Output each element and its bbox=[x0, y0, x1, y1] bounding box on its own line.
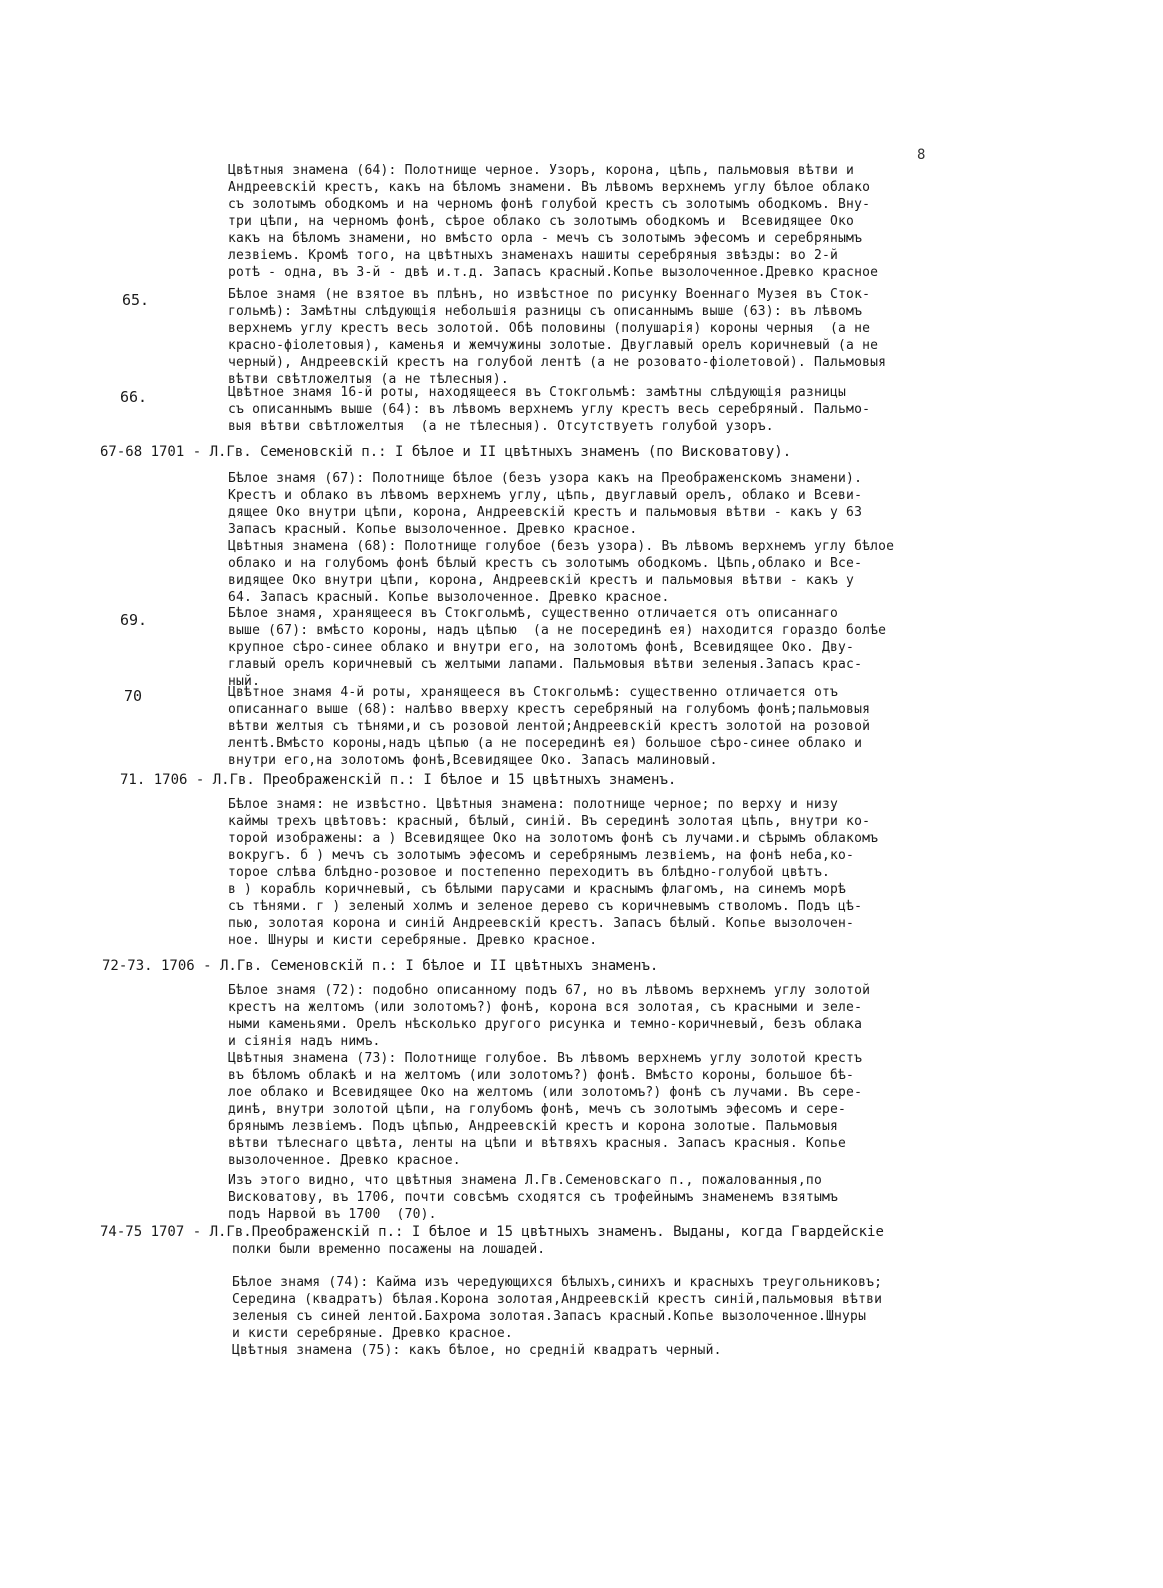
text-line: Цвѣтныя знамена (64): Полотнище черное. Узоръ, корона, цѣпь, пальмовыя вѣтви и bbox=[228, 163, 855, 178]
text-line: ротѣ - одна, въ 3-й - двѣ и.т.д. Запасъ красный.Копье вызолоченное.Древко красное bbox=[228, 265, 879, 280]
text-line: лезвіемъ. Кромѣ того, на цвѣтныхъ знаменахъ нашиты серебряныя звѣзды: во 2-й bbox=[228, 248, 839, 263]
text-line: Цвѣтное знамя 4-й роты, хранящееся въ Стокгольмѣ: существенно отличается отъ bbox=[228, 685, 839, 700]
text-line: вѣтви свѣтложелтыя (а не тѣлесныя). bbox=[228, 372, 509, 387]
text-line: съ золотымъ ободкомъ и на черномъ фонѣ голубой крестъ съ золотымъ ободкомъ. Вну- bbox=[228, 197, 871, 212]
text-line: Бѣлое знамя: не извѣстно. Цвѣтныя знамена: полотнище черное; по верху и низу bbox=[228, 797, 839, 812]
entry-70 bbox=[228, 684, 1008, 769]
text-line: лентѣ.Вмѣсто короны,надъ цѣпью (а не посерединѣ ея) большое сѣро-синее облако и bbox=[228, 736, 863, 751]
text-line: ными каменьями. Орелъ нѣсколько другого рисунка и темно-коричневый, безъ облака bbox=[228, 1017, 863, 1032]
text-line: лое облако и Всевидящее Око на желтомъ (или золотомъ?) фонѣ съ лучами. Въ сере- bbox=[228, 1085, 863, 1100]
text-line: вѣтви тѣлеснаго цвѣта, ленты на цѣпи и вѣтвяхъ красныя. Запасъ красныя. Копье bbox=[228, 1136, 847, 1151]
text-line: съ тѣнями. г ) зеленый холмъ и зеленое дерево съ коричневымъ стволомъ. Подъ цѣ- bbox=[228, 899, 863, 914]
text-line: Бѣлое знамя, хранящееся въ Стокгольмѣ, существенно отличается отъ описаннаго bbox=[228, 606, 839, 621]
text-line: крестъ на желтомъ (или золотомъ?) фонѣ, корона вся золотая, съ красными и зеле- bbox=[228, 1000, 863, 1015]
entry-number-69: 69. bbox=[120, 611, 148, 629]
text-line: въ бѣломъ облакѣ и на желтомъ (или золотомъ?) фонѣ. Вмѣсто короны, большое бѣ- bbox=[228, 1068, 855, 1083]
text-line: Бѣлое знамя (72): подобно описанному подъ 67, но въ лѣвомъ верхнемъ углу золотой bbox=[228, 983, 871, 998]
text-line: и сіянія надъ нимъ. bbox=[228, 1034, 381, 1049]
entry-67-68 bbox=[228, 470, 1008, 606]
text-line: дящее Око внутри цѣпи, корона, Андреевскій крестъ и пальмовыя вѣтви - какъ у 63 bbox=[228, 505, 863, 520]
text-line: подъ Нарвой въ 1700 (70). bbox=[228, 1207, 437, 1222]
text-line: черный), Андреевскій крестъ на голубой лентѣ (а не розовато-фіолетовой). Пальмовыя bbox=[228, 355, 887, 370]
text-line: Запасъ красный. Копье вызолоченное. Древко красное. bbox=[228, 522, 638, 537]
text-line: гольмѣ): Замѣтны слѣдующія небольшія разницы съ описаннымъ выше (63): въ лѣвомъ bbox=[228, 304, 863, 319]
text-line: вокругъ. б ) мечъ съ золотымъ эфесомъ и серебрянымъ лезвіемъ, на фонѣ неба,ко- bbox=[228, 848, 855, 863]
entry-number-70: 70 bbox=[124, 687, 143, 705]
text-line: внутри его,на золотомъ фонѣ,Всевидящее Око. Запасъ малиновый. bbox=[228, 753, 718, 768]
text-line: вѣтви желтыя съ тѣнями,и съ розовой лентой;Андреевскій крестъ золотой на розовой bbox=[228, 719, 871, 734]
section-header-71: 71. 1706 - Л.Гв. Преображенскій п.: I бѣлое и 15 цвѣтныхъ знаменъ. bbox=[120, 772, 677, 788]
text-line: каймы трехъ цвѣтовъ: красный, бѣлый, синій. Въ серединѣ золотая цѣпь, внутри ко- bbox=[228, 814, 871, 829]
entry-65 bbox=[228, 286, 1008, 388]
text-line: 64. Запасъ красный. Копье вызолоченное. Древко красное. bbox=[228, 590, 670, 605]
text-line: пью, золотая корона и синій Андреевскій крестъ. Запасъ бѣлый. Копье вызолочен- bbox=[228, 916, 855, 931]
text-line: торое слѣва блѣдно-розовое и постепенно переходитъ въ блѣдно-голубой цвѣтъ. bbox=[228, 865, 830, 880]
text-line: верхнемъ углу крестъ весь золотой. Обѣ половины (полушарія) короны черныя (а не bbox=[228, 321, 871, 336]
text-line: Цвѣтныя знамена (75): какъ бѣлое, но средній квадратъ черный. bbox=[232, 1343, 722, 1358]
entry-74-75 bbox=[232, 1274, 1012, 1359]
text-line: описаннаго выше (68): налѣво вверху крестъ серебряный на голубомъ фонѣ;пальмовыя bbox=[228, 702, 871, 717]
text-line: Бѣлое знамя (не взятое въ плѣнъ, но извѣстное по рисунку Военнаго Музея въ Сток- bbox=[228, 287, 871, 302]
text-line: Цвѣтныя знамена (68): Полотнище голубое (безъ узора). Въ лѣвомъ верхнемъ углу бѣлое bbox=[228, 539, 895, 554]
text-line: Бѣлое знамя (67): Полотнище бѣлое (безъ узора какъ на Преображенскомъ знамени). bbox=[228, 471, 863, 486]
text-line: какъ на бѣломъ знамени, но вмѣсто орла - мечъ съ золотымъ эфесомъ и серебрянымъ bbox=[228, 231, 863, 246]
text-line: вызолоченное. Древко красное. bbox=[228, 1153, 461, 1168]
text-line: Цвѣтныя знамена (73): Полотнище голубое. Въ лѣвомъ верхнемъ углу золотой крестъ bbox=[228, 1051, 863, 1066]
section-header-67-68: 67-68 1701 - Л.Гв. Семеновскій п.: I бѣлое и II цвѣтныхъ знаменъ (по Висковатову). bbox=[100, 444, 792, 460]
page-number: 8 bbox=[917, 147, 926, 163]
text-line: динѣ, внутри золотой цѣпи, на голубомъ фонѣ, мечъ съ золотымъ эфесомъ и сере- bbox=[228, 1102, 847, 1117]
entry-72-73 bbox=[228, 982, 1008, 1169]
section-header-74-75: 74-75 1707 - Л.Гв.Преображенскій п.: I бѣлое и 15 цвѣтныхъ знаменъ. Выданы, когда Гвардейскіе bbox=[100, 1224, 884, 1240]
entry-number-66: 66. bbox=[120, 388, 148, 406]
text-line: главый орелъ коричневый съ желтыми лапами. Пальмовыя вѣтви зеленыя.Запасъ крас- bbox=[228, 657, 863, 672]
entry-71 bbox=[228, 796, 1008, 949]
text-line: и кисти серебряные. Древко красное. bbox=[232, 1326, 513, 1341]
text-line: три цѣпи, на черномъ фонѣ, сѣрое облако съ золотымъ ободкомъ и Всевидящее Око bbox=[228, 214, 855, 229]
text-line: съ описаннымъ выше (64): въ лѣвомъ верхнемъ углу крестъ весь серебряный. Пальмо- bbox=[228, 402, 871, 417]
text-line: ное. Шнуры и кисти серебряные. Древко красное. bbox=[228, 933, 598, 948]
text-line: Крестъ и облако въ лѣвомъ верхнемъ углу, цѣпь, двуглавый орелъ, облако и Всеви- bbox=[228, 488, 863, 503]
text-line: облако и на голубомъ фонѣ бѣлый крестъ съ золотымъ ободкомъ. Цѣпь,облако и Все- bbox=[228, 556, 863, 571]
entry-69 bbox=[228, 605, 1008, 690]
text-line: Изъ этого видно, что цвѣтныя знамена Л.Гв.Семеновскаго п., пожалованныя,по bbox=[228, 1173, 822, 1188]
text-line: видящее Око внутри цѣпи, корона, Андреевскій крестъ и пальмовыя вѣтви - какъ у bbox=[228, 573, 855, 588]
entry-number-65: 65. bbox=[122, 291, 150, 309]
text-line: выя вѣтви свѣтложелтыя (а не тѣлесныя). Отсутствуетъ голубой узоръ. bbox=[228, 419, 774, 434]
entry-72-73-conclusion bbox=[228, 1172, 1008, 1223]
section-header-72-73: 72-73. 1706 - Л.Гв. Семеновскій п.: I бѣлое и II цвѣтныхъ знаменъ. bbox=[102, 958, 659, 974]
text-line: ный. bbox=[228, 674, 261, 689]
text-line: в ) корабль коричневый, съ бѣлыми парусами и краснымъ флагомъ, на синемъ морѣ bbox=[228, 882, 847, 897]
text-line: Бѣлое знамя (74): Кайма изъ чередующихся бѣлыхъ,синихъ и красныхъ треугольниковъ; bbox=[232, 1275, 883, 1290]
text-line: выше (67): вмѣсто короны, надъ цѣпью (а не посерединѣ ея) находится гораздо болѣе bbox=[228, 623, 887, 638]
text-line: Середина (квадратъ) бѣлая.Корона золотая,Андреевскій крестъ синій,пальмовыя вѣтви bbox=[232, 1292, 883, 1307]
entry-66 bbox=[228, 384, 1008, 435]
text-line: зеленыя съ синей лентой.Бахрома золотая.Запасъ красный.Копье вызолоченное.Шнуры bbox=[232, 1309, 867, 1324]
text-line: крупное сѣро-синее облако и внутри его, на золотомъ фонѣ, Всевидящее Око. Дву- bbox=[228, 640, 855, 655]
text-line: торой изображены: а ) Всевидящее Око на золотомъ фонѣ съ лучами.и сѣрымъ облакомъ bbox=[228, 831, 879, 846]
text-line: брянымъ лезвіемъ. Подъ цѣпью, Андреевскій крестъ и корона золотые. Пальмовыя bbox=[228, 1119, 839, 1134]
text-line: Висковатову, въ 1706, почти совсѣмъ сходятся съ трофейнымъ знаменемъ взятымъ bbox=[228, 1190, 839, 1205]
section-header-74-75-continued: полки были временно посажены на лошадей. bbox=[232, 1242, 546, 1257]
text-line: Цвѣтное знамя 16-й роты, находящееся въ Стокгольмѣ: замѣтны слѣдующія разницы bbox=[228, 385, 847, 400]
text-line: красно-фіолетовыя), каменья и жемчужины золотые. Двуглавый орелъ коричневый (а не bbox=[228, 338, 879, 353]
text-line: Андреевскій крестъ, какъ на бѣломъ знамени. Въ лѣвомъ верхнемъ углу бѣлое облако bbox=[228, 180, 871, 195]
entry-64-continuation bbox=[228, 162, 1008, 281]
